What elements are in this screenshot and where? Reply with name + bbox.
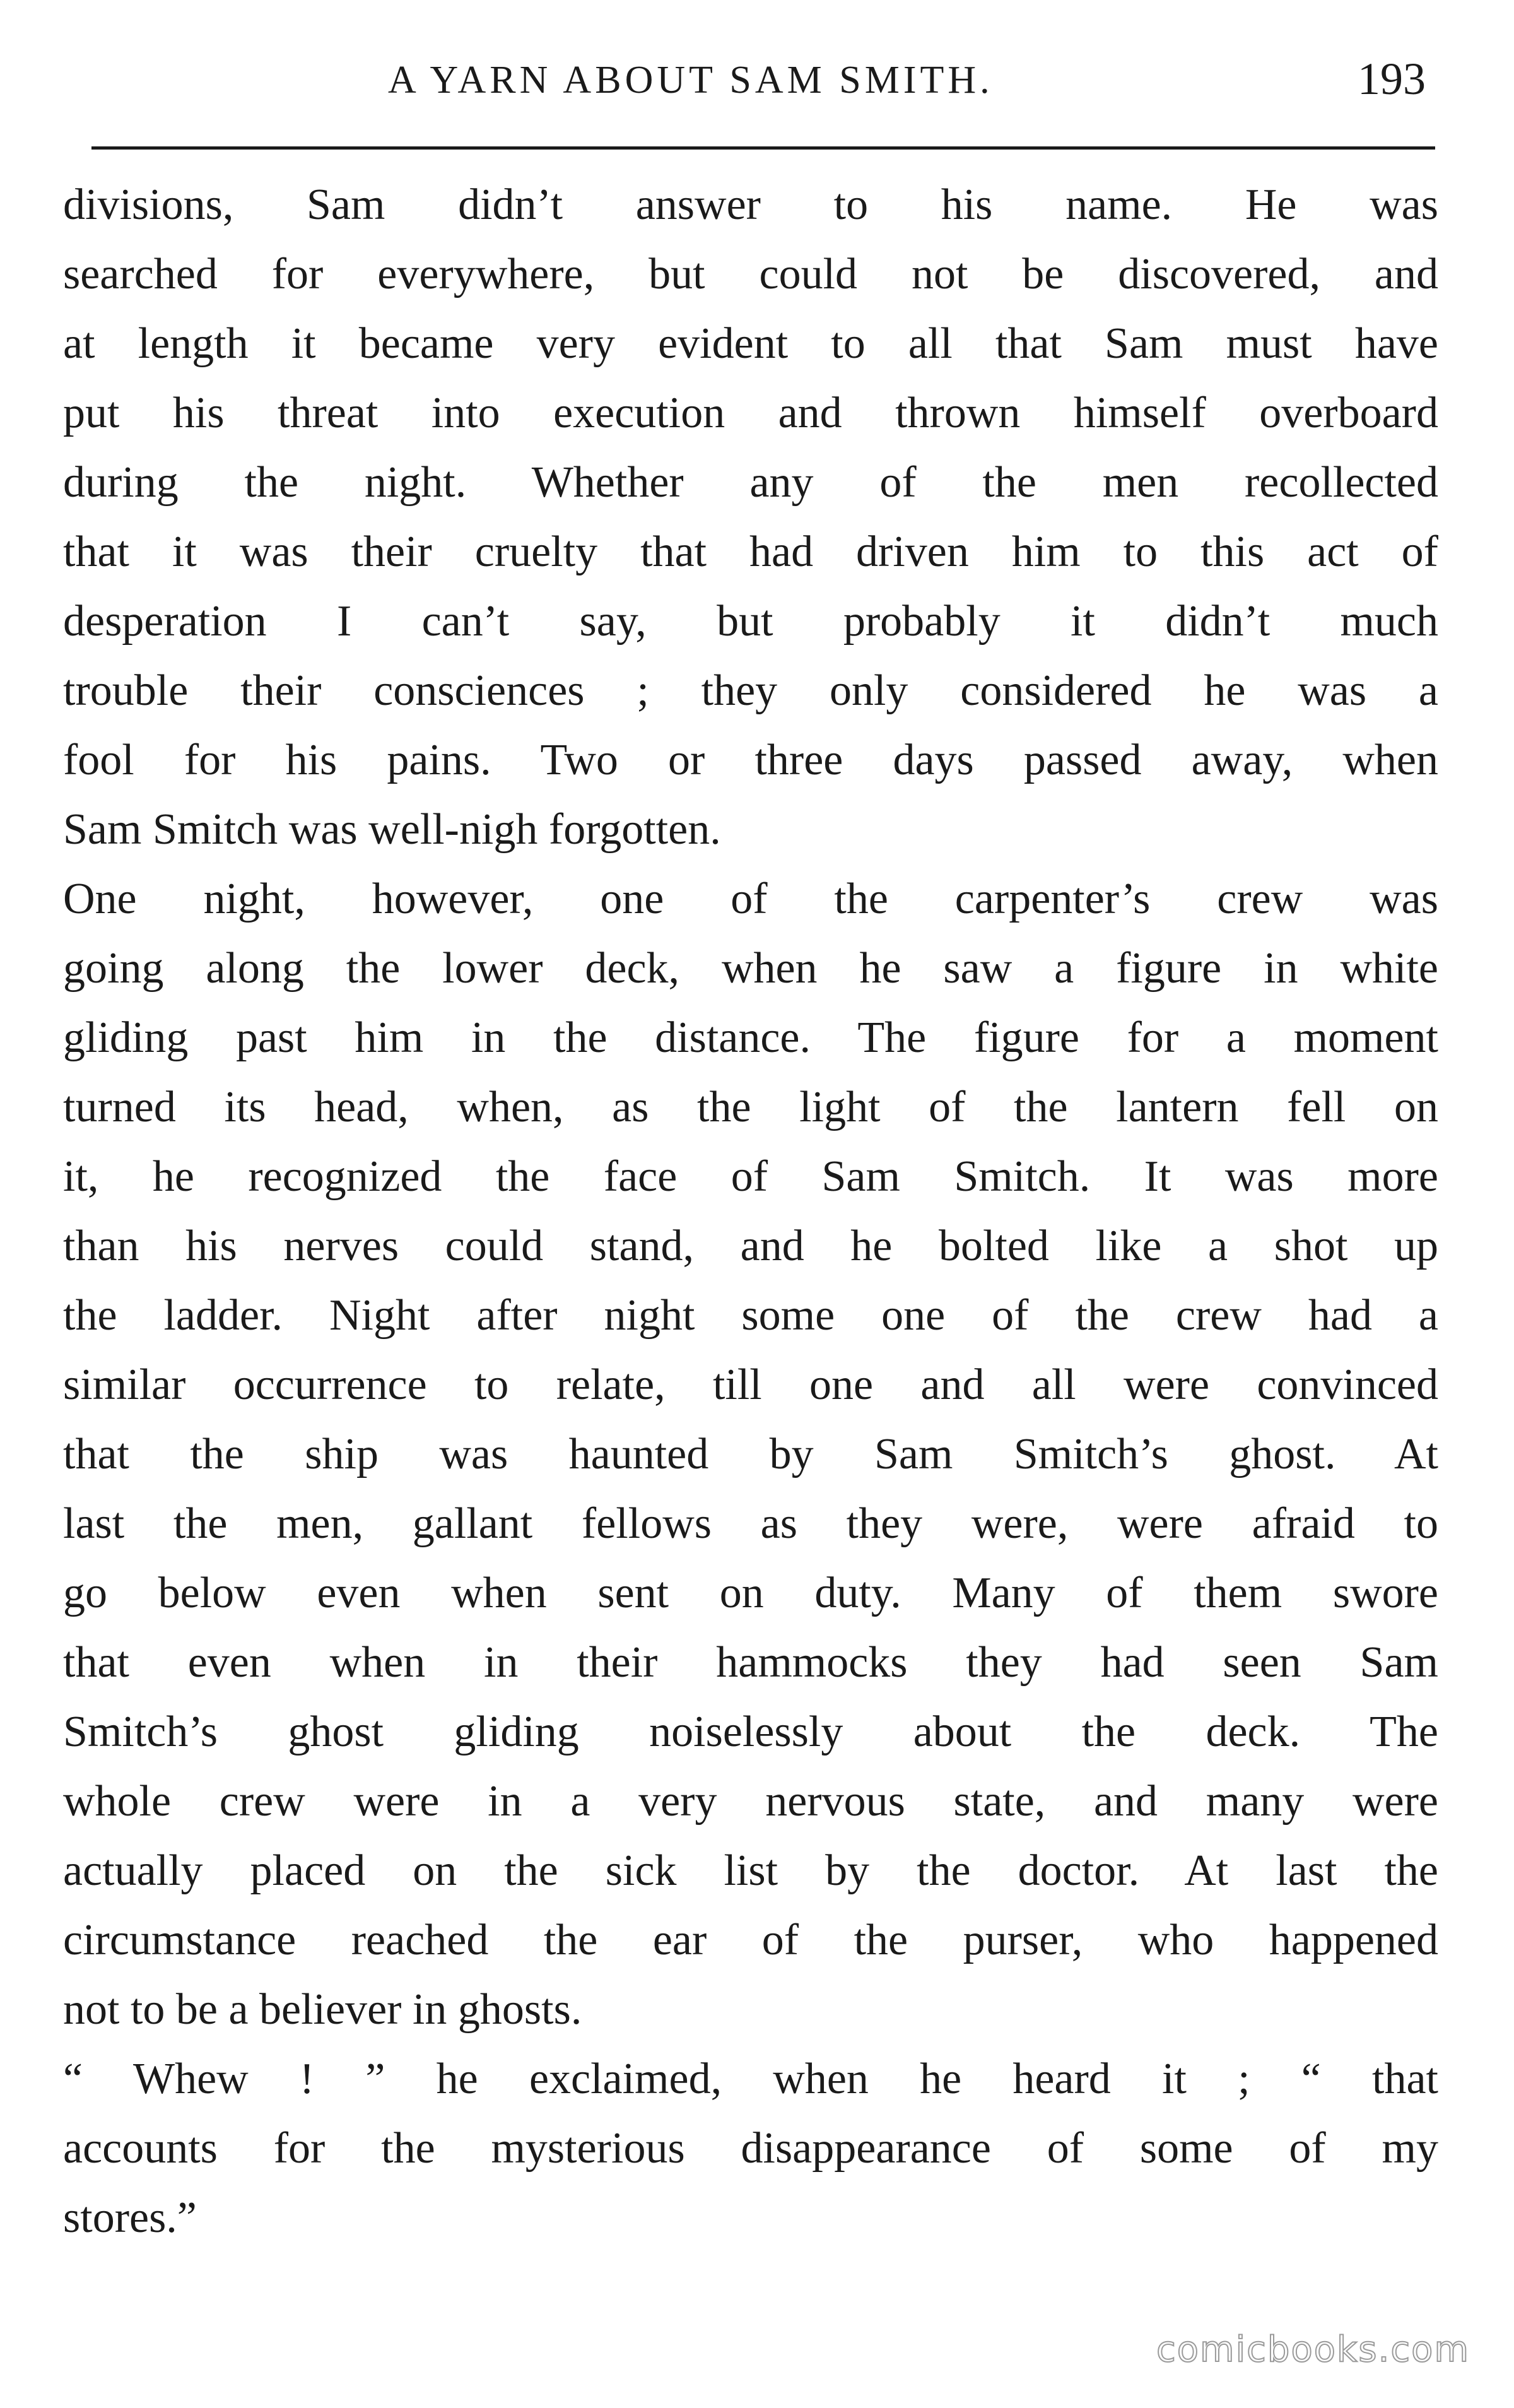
text-line: that the ship was haunted by Sam Smitch’s ghost. At <box>63 1430 1438 1478</box>
text-line: not to be a believer in ghosts. <box>63 1985 582 2034</box>
text-line: going along the lower deck, when he saw a figure in white <box>63 944 1438 993</box>
text-line: gliding past him in the distance. The figure for a moment <box>63 1013 1438 1062</box>
text-line: searched for everywhere, but could not be discovered, and <box>63 250 1438 298</box>
text-line: turned its head, when, as the light of the lantern fell on <box>63 1083 1438 1131</box>
text-line: that even when in their hammocks they had seen Sam <box>63 1638 1438 1687</box>
running-head <box>88 44 1451 114</box>
text-line: trouble their consciences ; they only considered he was a <box>63 666 1438 715</box>
text-line: One night, however, one of the carpenter’s crew was <box>63 875 1438 923</box>
running-title: A YARN ABOUT SAM SMITH. <box>388 59 994 102</box>
text-line: during the night. Whether any of the men recollected <box>63 458 1438 507</box>
text-line: accounts for the mysterious disappearance of some of my <box>63 2124 1438 2173</box>
text-line: at length it became very evident to all that Sam must have <box>63 319 1438 368</box>
paragraph-3 <box>63 2045 1438 2253</box>
text-line: stores.” <box>63 2193 197 2242</box>
text-line: than his nerves could stand, and he bolted like a shot up <box>63 1222 1438 1270</box>
text-line: divisions, Sam didn’t answer to his name. He was <box>63 180 1438 229</box>
text-line: actually placed on the sick list by the doctor. At last the <box>63 1846 1438 1895</box>
watermark: comicbooks.com <box>1156 2329 1470 2370</box>
text-line: similar occurrence to relate, till one and all were convinced <box>63 1360 1438 1409</box>
text-line: go below even when sent on duty. Many of them swore <box>63 1569 1438 1617</box>
page-number: 193 <box>1358 54 1426 104</box>
text-line: desperation I can’t say, but probably it didn’t much <box>63 597 1438 646</box>
paragraph-2 <box>63 865 1438 2045</box>
paragraph-1 <box>63 170 1438 865</box>
text-line: put his threat into execution and thrown himself overboard <box>63 389 1438 437</box>
text-line: Smitch’s ghost gliding noiselessly about the deck. The <box>63 1708 1438 1756</box>
text-line: “ Whew ! ” he exclaimed, when he heard it ; “ that <box>63 2055 1438 2103</box>
text-line: it, he recognized the face of Sam Smitch. It was more <box>63 1152 1438 1201</box>
text-line: last the men, gallant fellows as they were, were afraid to <box>63 1499 1438 1548</box>
text-line: circumstance reached the ear of the purser, who happened <box>63 1916 1438 1964</box>
text-line: that it was their cruelty that had driven him to this act of <box>63 528 1438 576</box>
text-line: whole crew were in a very nervous state, and many were <box>63 1777 1438 1826</box>
body-text <box>63 170 1438 2253</box>
text-line: the ladder. Night after night some one of the crew had a <box>63 1291 1438 1340</box>
header-rule <box>91 146 1435 150</box>
text-line: fool for his pains. Two or three days passed away, when <box>63 736 1438 784</box>
text-line: Sam Smitch was well-nigh forgotten. <box>63 805 721 854</box>
